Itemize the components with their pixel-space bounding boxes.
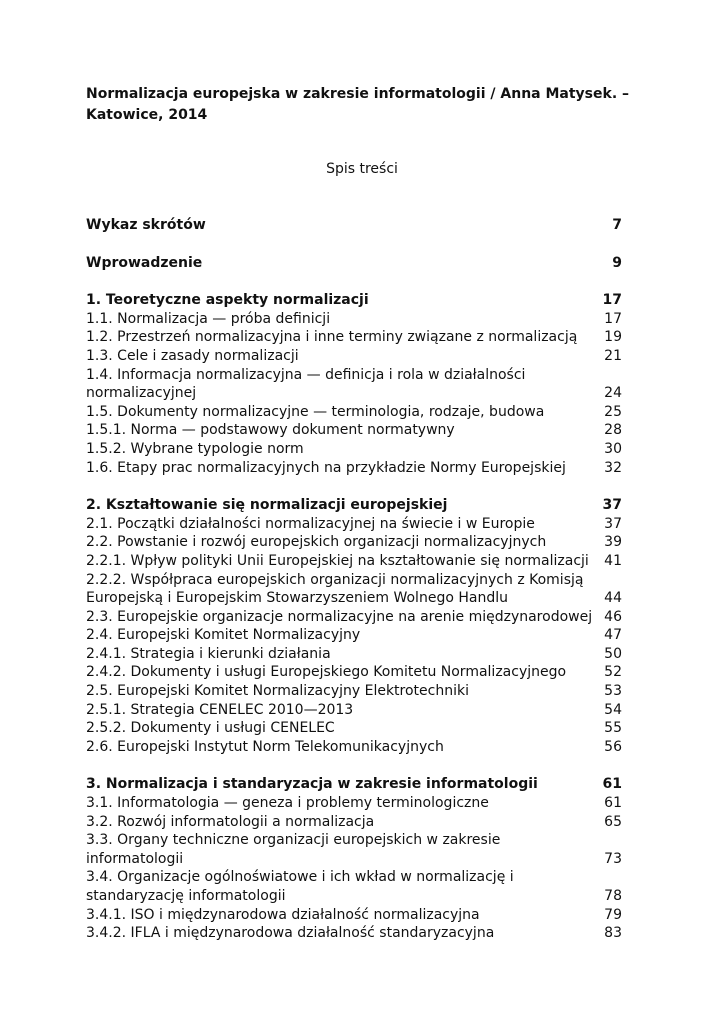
toc-entry (86, 496, 622, 515)
toc-entry-label: 1.4. Informacja normalizacyjna — definicja i rola w działalności normalizacyjnej (86, 366, 526, 402)
toc-entry-label: 1. Teoretyczne aspekty normalizacji (86, 292, 369, 309)
toc-entry (86, 663, 622, 682)
toc-entry (86, 216, 622, 235)
table-of-contents (86, 216, 622, 943)
toc-entry (86, 571, 622, 608)
toc-entry-label: 3.4.2. IFLA i międzynarodowa działalność standaryzacyjna (86, 925, 495, 942)
toc-entry-page: 41 (604, 552, 622, 569)
toc-entry (86, 366, 622, 403)
toc-entry-label: 2.3. Europejskie organizacje normalizacyjne na arenie międzynarodowej (86, 608, 593, 625)
toc-entry (86, 608, 622, 627)
toc-entry-label: 1.5.1. Norma — podstawowy dokument normatywny (86, 422, 455, 439)
toc-entry-page: 32 (604, 459, 622, 476)
toc-entry-label: 3.3. Organy techniczne organizacji europejskich w zakresie informatologii (86, 832, 501, 867)
toc-entry-label: 2.2. Powstanie i rozwój europejskich organizacji normalizacyjnych (86, 534, 547, 551)
toc-entry-page: 46 (604, 608, 622, 625)
toc-entry-label: 1.3. Cele i zasady normalizacji (86, 347, 299, 364)
toc-entry-label: 2.5. Europejski Komitet Normalizacyjny Elektrotechniki (86, 683, 469, 700)
toc-entry-label: 2.4.2. Dokumenty i usługi Europejskiego Komitetu Normalizacyjnego (86, 664, 567, 681)
toc-entry-label: 3.2. Rozwój informatologii a normalizacja (86, 813, 375, 830)
toc-entry-page: 79 (604, 906, 622, 923)
toc-entry-page: 47 (604, 627, 622, 644)
toc-entry-label: 2.4. Europejski Komitet Normalizacyjny (86, 627, 361, 644)
toc-entry-page: 61 (604, 795, 622, 812)
toc-entry (86, 701, 622, 720)
toc-entry-page: 9 (612, 254, 622, 271)
toc-entry-page: 21 (604, 347, 622, 364)
toc-entry-page: 61 (602, 776, 622, 793)
toc-entry-page: 78 (604, 888, 622, 904)
toc-entry (86, 645, 622, 664)
toc-entry (86, 775, 622, 794)
toc-entry (86, 421, 622, 440)
toc-entry (86, 347, 622, 366)
toc-entry-page: 50 (604, 645, 622, 662)
toc-entry-label: 3. Normalizacja i standaryzacja w zakresie informatologii (86, 776, 538, 793)
toc-entry-label: 2. Kształtowanie się normalizacji europejskiej (86, 497, 448, 514)
toc-entry (86, 868, 622, 905)
toc-entry (86, 719, 622, 738)
toc-entry-label: 3.1. Informatologia — geneza i problemy terminologiczne (86, 795, 489, 812)
toc-entry (86, 515, 622, 534)
toc-entry-label: 2.2.1. Wpływ polityki Unii Europejskiej na kształtowanie się normalizacji (86, 552, 589, 569)
toc-entry (86, 533, 622, 552)
toc-entry-page: 55 (604, 720, 622, 737)
toc-entry (86, 626, 622, 645)
toc-entry-label: 3.4. Organizacje ogólnoświatowe i ich wkład w normalizację i standaryzację informatologii (86, 869, 514, 904)
toc-entry-page: 17 (602, 292, 622, 309)
toc-title: Spis treści (326, 161, 398, 177)
toc-entry (86, 924, 622, 943)
toc-entry-page: 56 (604, 738, 622, 755)
toc-entry (86, 254, 622, 273)
toc-entry (86, 906, 622, 925)
toc-entry-label: 2.1. Początki działalności normalizacyjnej na świecie i w Europie (86, 515, 535, 532)
toc-entry-label: 1.5. Dokumenty normalizacyjne — terminologia, rodzaje, budowa (86, 403, 545, 420)
toc-entry-page: 44 (604, 590, 622, 607)
toc-entry-page: 83 (604, 925, 622, 942)
toc-entry (86, 831, 622, 868)
document-heading: Normalizacja europejska w zakresie informatologii / Anna Matysek. – Katowice, 2014 (86, 86, 630, 123)
toc-entry-page: 37 (604, 515, 622, 532)
toc-entry (86, 403, 622, 422)
toc-entry-page: 53 (604, 683, 622, 700)
toc-entry-page: 73 (604, 850, 622, 867)
toc-entry (86, 738, 622, 757)
toc-entry-page: 7 (612, 217, 622, 233)
toc-entry-label: 1.2. Przestrzeń normalizacyjna i inne terminy związane z normalizacją (86, 329, 578, 346)
toc-entry-label: 1.5.2. Wybrane typologie norm (86, 440, 304, 457)
toc-entry-page: 17 (604, 310, 622, 327)
toc-entry-label: Wykaz skrótów (86, 217, 206, 233)
toc-entry-page: 54 (604, 701, 622, 718)
toc-entry (86, 328, 622, 347)
toc-entry-page: 30 (604, 440, 622, 457)
toc-entry-label: 1.1. Normalizacja — próba definicji (86, 310, 331, 327)
toc-entry-label: 3.4.1. ISO i międzynarodowa działalność normalizacyjna (86, 906, 480, 923)
toc-entry-page: 65 (604, 813, 622, 830)
toc-entry-label: 2.2.2. Współpraca europejskich organizacji normalizacyjnych z Komisją Europejską i Europejskim Stowarzyszeniem Wolnego Handlu (86, 571, 584, 607)
toc-entry-label: Wprowadzenie (86, 254, 203, 271)
toc-entry (86, 682, 622, 701)
toc-entry-label: 2.4.1. Strategia i kierunki działania (86, 645, 331, 662)
toc-entry (86, 552, 622, 571)
toc-entry-label: 2.5.2. Dokumenty i usługi CENELEC (86, 720, 335, 737)
toc-entry-page: 25 (604, 403, 622, 420)
toc-entry-page: 28 (604, 422, 622, 439)
toc-entry (86, 310, 622, 329)
toc-entry (86, 291, 622, 310)
toc-entry-label: 2.5.1. Strategia CENELEC 2010—2013 (86, 701, 354, 718)
toc-entry (86, 440, 622, 459)
toc-entry-page: 24 (604, 385, 622, 402)
toc-entry-page: 39 (604, 534, 622, 551)
toc-entry-label: 2.6. Europejski Instytut Norm Telekomunikacyjnych (86, 738, 444, 755)
toc-entry-page: 52 (604, 664, 622, 681)
toc-entry (86, 794, 622, 813)
toc-entry-page: 37 (602, 497, 622, 514)
toc-entry-label: 1.6. Etapy prac normalizacyjnych na przykładzie Normy Europejskiej (86, 459, 566, 476)
toc-entry (86, 459, 622, 478)
toc-entry (86, 813, 622, 832)
toc-entry-page: 19 (604, 329, 622, 346)
